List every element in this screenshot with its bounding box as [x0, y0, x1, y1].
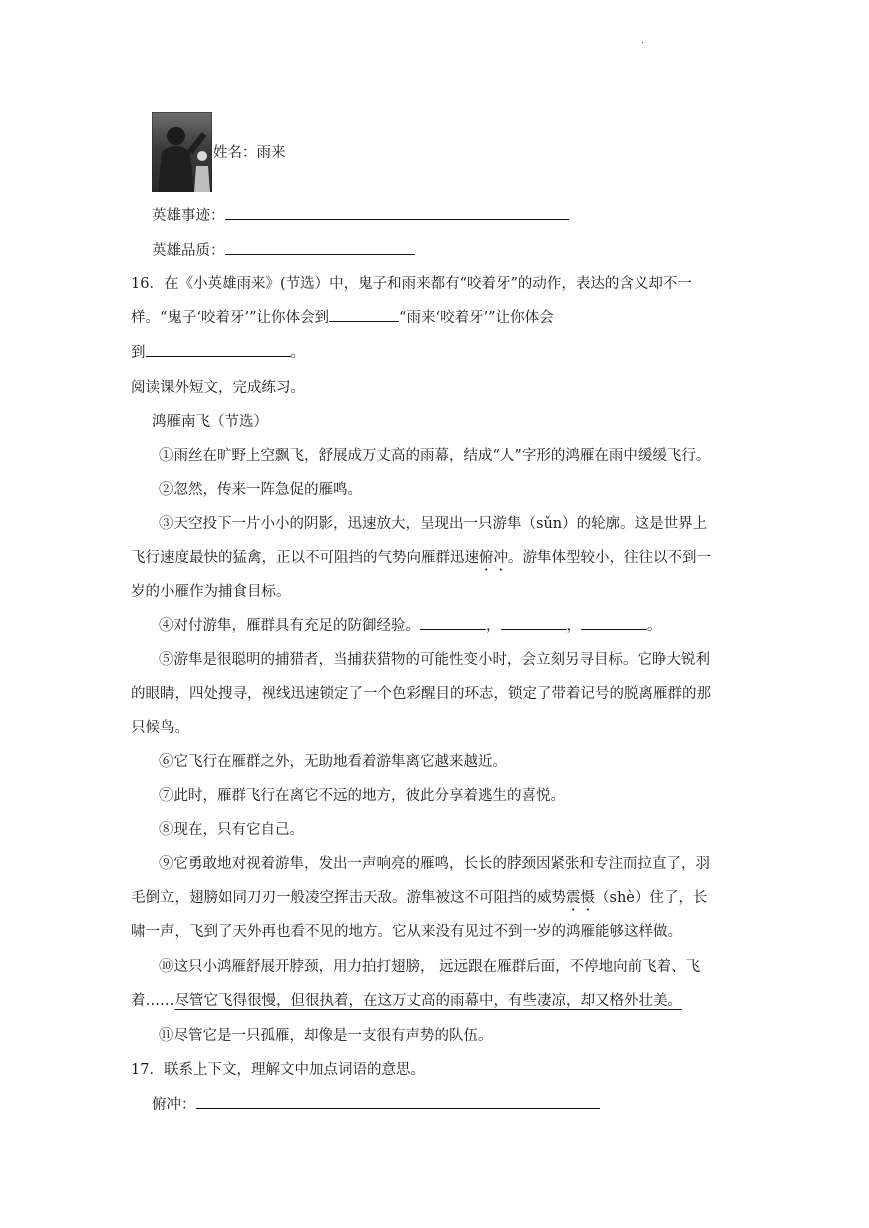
paragraph-8: ⑧现在，只有它自己。 [159, 822, 304, 838]
paragraph-10-line-2 [131, 989, 682, 1010]
paragraph-9-line-3: 啸一声，飞到了天外再也看不见的地方。它从来没有见过不到一岁的鸿雁能够这样做。 [131, 924, 682, 940]
emphasis-char-she: 慑 [580, 890, 595, 906]
paragraph-3-line-2 [131, 546, 711, 567]
paragraph-5-line-1: ⑤游隼是很聪明的捕猎者，当捕获猎物的可能性变小时，会立刻另寻目标。它睁大锐利 [159, 652, 710, 668]
paragraph-1: ①雨丝在旷野上空飘飞，舒展成万丈高的雨幕，结成“人”字形的鸿雁在雨中缓缓飞行。 [159, 448, 711, 464]
q17-answer-label: 俯冲： [152, 1097, 196, 1113]
hero-deeds-row [152, 204, 569, 225]
paragraph-6: ⑥它飞行在雁群之外，无助地看着游隼离它越来越近。 [159, 754, 507, 770]
q17-answer-blank[interactable] [196, 1093, 600, 1109]
p4-period: 。 [647, 618, 662, 634]
p3-text-a: 飞行速度最快的猛禽，正以不可阻挡的气势向雁群迅速 [131, 550, 479, 566]
p4-text: ④对付游隼，雁群具有充足的防御经验。 [159, 618, 420, 634]
q17-question: 17．联系上下文，理解文中加点词语的意思。 [131, 1062, 425, 1078]
q16-line-2 [131, 306, 554, 327]
hero-portrait-image [152, 112, 212, 192]
hero-portrait-figure [152, 112, 212, 192]
emphasis-char-chong: 冲 [493, 550, 508, 566]
paragraph-4 [159, 614, 662, 635]
paragraph-5-line-3: 只候鸟。 [131, 720, 189, 736]
p3-text-b: 。游隼体型较小，往往以不到一 [508, 550, 711, 566]
p9-text-b: （shè）住了，长 [595, 890, 708, 906]
p4-blank-1[interactable] [420, 616, 486, 630]
p4-blank-2[interactable] [501, 616, 567, 630]
emphasis-char-zhen: 震 [566, 890, 581, 906]
emphasis-char-fu: 俯 [479, 550, 494, 566]
q16-line-3 [131, 341, 305, 362]
hero-quality-row [152, 239, 415, 260]
hero-name-line: 姓名：雨来 [213, 145, 286, 161]
q16-blank-1[interactable] [329, 306, 399, 322]
hero-deeds-blank[interactable] [225, 204, 569, 220]
hero-deeds-label: 英雄事迹： [152, 208, 225, 224]
paragraph-9-line-2 [131, 886, 707, 907]
paragraph-2: ②忽然，传来一阵急促的雁鸣。 [159, 482, 362, 498]
q16-line-1: 16．在《小英雄雨来》(节选）中，鬼子和雨来都有“咬着牙”的动作，表达的含义却不一 [131, 276, 692, 292]
p10-text: 着…… [131, 993, 175, 1009]
paragraph-5-line-2: 的眼睛，四处搜寻，视线迅速锁定了一个色彩醒目的环志，锁定了带着记号的脱离雁群的那 [131, 686, 711, 702]
p4-blank-3[interactable] [581, 616, 647, 630]
header-mark: · [641, 38, 645, 49]
hero-quality-blank[interactable] [225, 239, 415, 255]
paragraph-10-line-1: ⑩这只小鸿雁舒展开脖颈，用力拍打翅膀， 远远跟在雁群后面，不停地向前飞着、飞 [159, 959, 701, 975]
reading-instruction: 阅读课外短文，完成练习。 [131, 380, 305, 396]
q16-text-d: 。 [290, 345, 305, 361]
paragraph-9-line-1: ⑨它勇敢地对视着游隼，发出一声响亮的雁鸣，长长的脖颈因紧张和专注而拉直了，羽 [159, 856, 710, 872]
q16-blank-2[interactable] [146, 341, 291, 357]
underlined-sentence: 尽管它飞得很慢，但很执着，在这万丈高的雨幕中，有些凄凉，却又格外壮美。 [174, 993, 682, 1009]
p4-comma-2: ， [566, 618, 581, 634]
passage-title: 鸿雁南飞（节选） [152, 414, 268, 430]
q16-text-b: “雨来‘咬着牙’”让你体会 [399, 310, 554, 326]
paragraph-3-line-3: 岁的小雁作为捕食目标。 [131, 584, 291, 600]
hero-quality-label: 英雄品质： [152, 243, 225, 259]
q16-text-a: 样。“鬼子‘咬着牙’”让你体会到 [131, 310, 330, 326]
q16-text-c: 到 [131, 345, 146, 361]
paragraph-11: ⑪尽管它是一只孤雁，却像是一支很有声势的队伍。 [159, 1028, 493, 1044]
q17-answer-row [152, 1093, 600, 1114]
paragraph-3-line-1: ③天空投下一片小小的阴影，迅速放大，呈现出一只游隼（sǔn）的轮廓。这是世界上 [159, 516, 708, 532]
p9-text-a: 毛倒立，翅膀如同刀刃一般凌空挥击天敌。游隼被这不可阻挡的威势 [131, 890, 566, 906]
p4-comma-1: ， [486, 618, 501, 634]
paragraph-7: ⑦此时，雁群飞行在离它不远的地方，彼此分享着逃生的喜悦。 [159, 788, 565, 804]
